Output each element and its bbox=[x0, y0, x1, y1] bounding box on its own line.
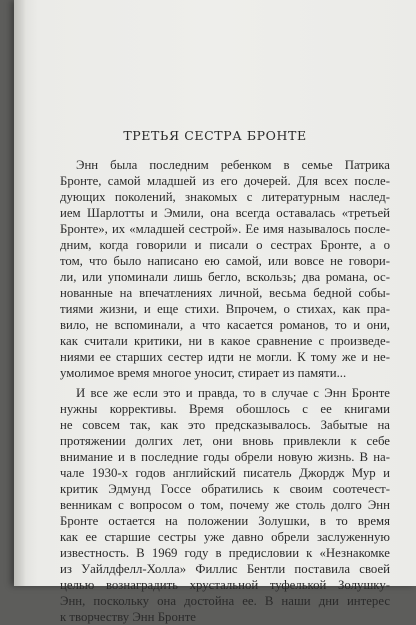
text-line: чале 1930-х годов английский писатель Джордж Мур и bbox=[60, 466, 390, 480]
text-line: внимание и в последние годы обрели новую жизнь. В на- bbox=[60, 450, 390, 464]
page-gutter-shadow bbox=[14, 0, 26, 586]
body-text bbox=[60, 157, 390, 625]
chapter-title: ТРЕТЬЯ СЕСТРА БРОНТЕ bbox=[123, 128, 307, 143]
text-line: И все же если это и правда, то в случае с Энн Бронте bbox=[76, 386, 390, 400]
text-line: как ее старшие сестры уже давно обрели заслуженную bbox=[60, 530, 390, 544]
text-line: не совсем так, как это предсказывалось. Забытые на bbox=[60, 418, 390, 432]
text-line: нужны коррективы. Время обошлось с ее книгами bbox=[60, 402, 390, 416]
text-line: Бронте, самой младшей из его дочерей. Для всех после- bbox=[60, 174, 390, 188]
text-line: Бронте», их «младшей сестрой». Ее имя называлось после- bbox=[60, 222, 390, 236]
text-line: ниями ее старших сестер идти не могли. К тому же и не- bbox=[60, 350, 390, 364]
text-line: умолимое время многое уносит, стирает из памяти... bbox=[60, 366, 347, 380]
text-line: тиями жизни, и еще стихи. Впрочем, о стихах, как пра- bbox=[60, 302, 390, 316]
text-line: дующих поколений, знакомых с литературным наслед- bbox=[60, 190, 390, 204]
text-line: том, что было написано ею самой, или вовсе не говори- bbox=[60, 254, 390, 268]
text-line: протяжении долгих лет, они вновь привлекли к себе bbox=[60, 434, 390, 448]
text-line: венникам с вопросом о том, почему же столь долго Энн bbox=[60, 498, 390, 512]
text-line: к творчеству Энн Бронте bbox=[60, 610, 196, 624]
paragraph-1 bbox=[60, 157, 390, 381]
text-line: дним, когда говорили и писали о сестрах Бронте, а о bbox=[60, 238, 390, 252]
paragraph-2 bbox=[60, 385, 390, 625]
text-line: вило, не вспоминали, а что касается романов, то и они, bbox=[60, 318, 390, 332]
text-line: известность. В 1969 году в предисловии к «Незнакомке bbox=[60, 546, 390, 560]
text-line: ли, или упоминали лишь бегло, вскользь; два романа, ос- bbox=[60, 270, 390, 284]
text-line: как считали критики, ни в какое сравнение с произведе- bbox=[60, 334, 390, 348]
text-line: из Уайлдфелл-Холла» Филлис Бентли поставила своей bbox=[60, 562, 390, 576]
text-line: критик Эдмунд Госсе обратились к своим соотечест- bbox=[60, 482, 390, 496]
text-line: Бронте остается на положении Золушки, в то время bbox=[60, 514, 390, 528]
text-line: Энн была последним ребенком в семье Патрика bbox=[76, 158, 390, 172]
text-line: ием Шарлотты и Эмили, она всегда оставалась «третьей bbox=[60, 206, 390, 220]
text-line: Энн, поскольку она достойна ее. В наши дни интерес bbox=[60, 594, 390, 608]
text-line: целью вознаградить хрустальной туфелькой Золушку- bbox=[60, 578, 390, 592]
book-page bbox=[14, 0, 416, 624]
text-line: нованные на впечатлениях личной, весьма бедной собы- bbox=[60, 286, 390, 300]
